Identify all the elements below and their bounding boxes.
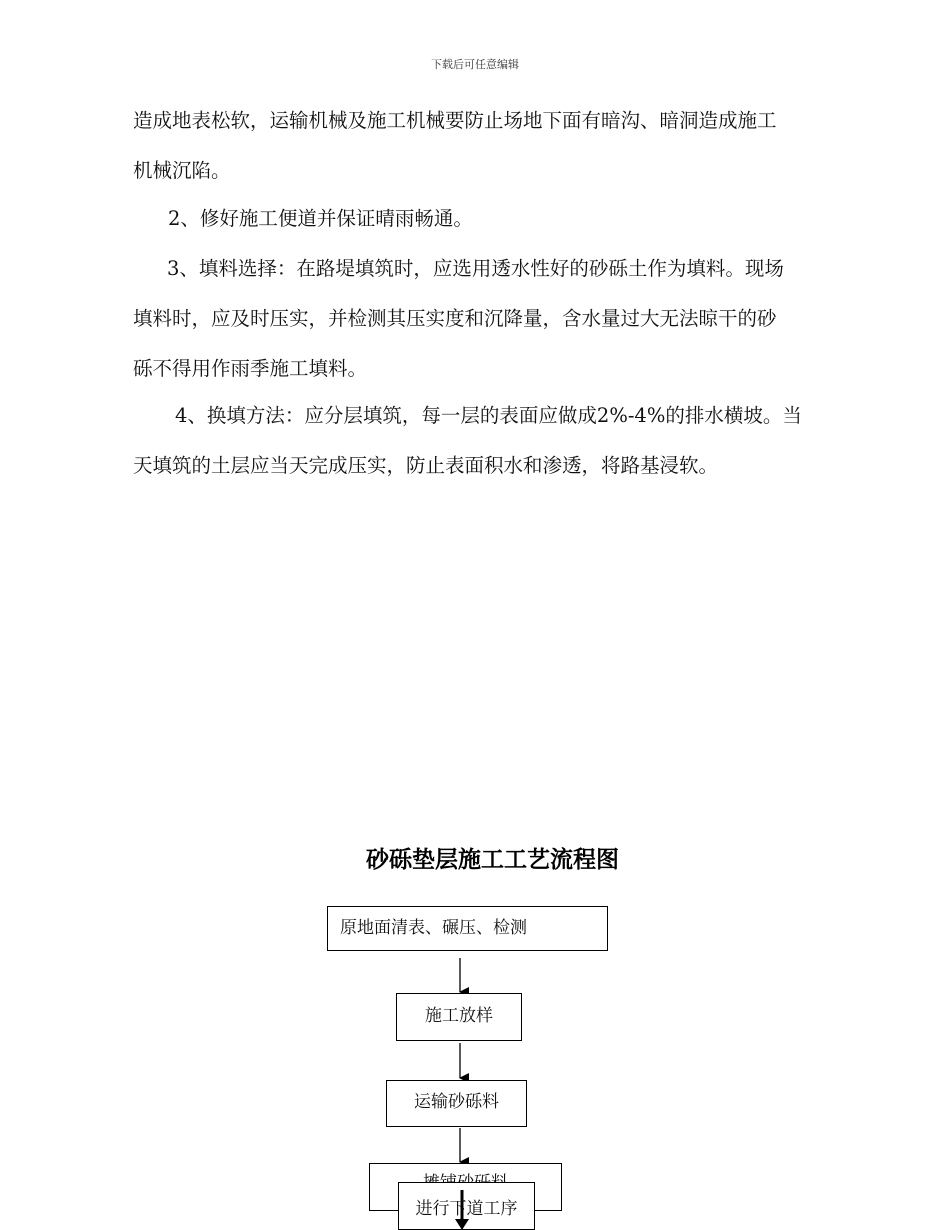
paragraph-1-line-2: 机械沉陷。 (133, 159, 231, 182)
flow-step-5-label: 进行下道工序 (415, 1198, 518, 1219)
paragraph-2-line-1: 2、修好施工便道并保证晴雨畅通。 (168, 207, 473, 230)
flow-step-2-label: 施工放样 (425, 1005, 493, 1026)
paragraph-3-line-1: 3、填料选择：在路堤填筑时，应选用透水性好的砂砾土作为填料。现场 (167, 257, 784, 280)
paragraph-3 (133, 244, 853, 394)
flow-step-5 (398, 1182, 535, 1230)
paragraph-1-line-1: 造成地表松软，运输机械及施工机械要防止场地下面有暗沟、暗洞造成施工 (133, 109, 777, 132)
flow-step-3-label: 运输砂砾料 (414, 1092, 499, 1112)
paragraph-2 (168, 194, 858, 244)
paragraph-4 (133, 391, 853, 491)
flow-step-3 (386, 1080, 527, 1127)
flow-step-1-label: 原地面清表、碾压、检测 (340, 918, 527, 938)
paragraph-3-line-3: 砾不得用作雨季施工填料。 (133, 357, 368, 380)
flowchart-title: 砂砾垫层施工工艺流程图 (366, 847, 619, 873)
flow-step-2 (396, 993, 522, 1041)
paragraph-1 (133, 96, 853, 196)
flow-step-1 (327, 906, 608, 951)
paragraph-4-line-2: 天填筑的土层应当天完成压实，防止表面积水和渗透，将路基浸软。 (133, 454, 719, 477)
paragraph-4-line-1: 4、换填方法：应分层填筑，每一层的表面应做成2%-4%的排水横坡。当 (175, 404, 802, 427)
page-header-note: 下载后可任意编辑 (431, 58, 519, 71)
paragraph-3-line-2: 填料时，应及时压实，并检测其压实度和沉降量，含水量过大无法晾干的砂 (133, 307, 777, 330)
